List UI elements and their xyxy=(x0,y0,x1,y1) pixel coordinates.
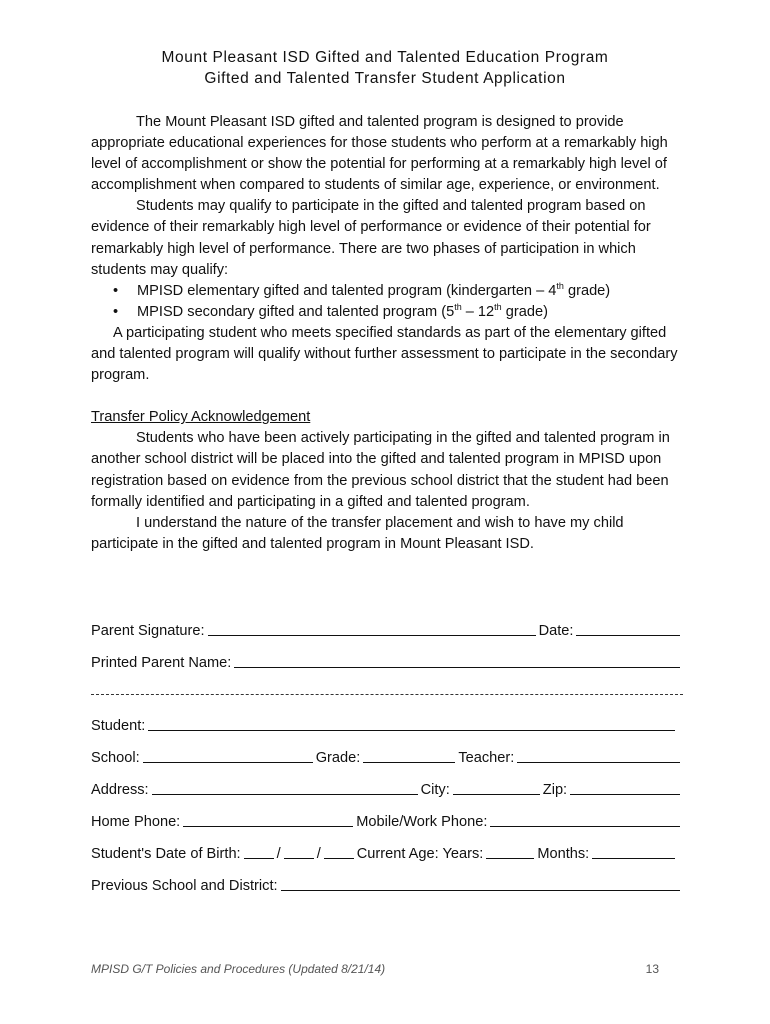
parent-signature-label: Parent Signature: xyxy=(91,623,205,639)
student-label: Student: xyxy=(91,718,146,734)
bullet-1-end: grade) xyxy=(563,282,611,299)
date-label: Date: xyxy=(538,623,574,639)
teacher-field[interactable] xyxy=(517,748,680,763)
dob-month-field[interactable] xyxy=(244,844,274,859)
dob-slash: / xyxy=(316,846,321,862)
list-item xyxy=(113,281,685,302)
home-phone-field[interactable] xyxy=(183,812,353,827)
address-label: Address: xyxy=(91,782,149,798)
transfer-paragraph-2: I understand the nature of the transfer placement and wish to have my child participate in the gifted and talented program in Mount Pleasant ISD. xyxy=(91,514,624,552)
bullet-2-text: MPISD secondary gifted and talented program (5 xyxy=(137,303,455,320)
age-years-field[interactable] xyxy=(486,844,534,859)
zip-field[interactable] xyxy=(570,780,680,795)
dob-slash: / xyxy=(276,846,281,862)
current-age-label: Current Age: Years: xyxy=(356,846,484,862)
dob-year-field[interactable] xyxy=(324,844,354,859)
address-row xyxy=(91,780,683,798)
page-footer xyxy=(91,962,659,976)
intro-paragraph-2: Students may qualify to participate in the gifted and talented program based on evidence of their remarkably high level of performance or evidence of their potential for remarkably high level of performance. There are two phases of participation in which students may qualify: xyxy=(91,198,651,278)
divider xyxy=(91,694,683,695)
printed-name-row xyxy=(91,653,683,671)
list-item xyxy=(113,302,685,323)
page-number: 13 xyxy=(645,962,659,976)
document-subtitle: Gifted and Talented Transfer Student Application xyxy=(204,70,566,87)
student-field[interactable] xyxy=(148,716,675,731)
intro-paragraph-3: A participating student who meets specified standards as part of the elementary gifted and talented program will qualify without further assessment to participate in the secondary program. xyxy=(91,324,678,384)
phase-list xyxy=(91,281,685,323)
grade-label: Grade: xyxy=(315,750,361,766)
birth-row xyxy=(91,844,683,862)
intro-paragraph-1: The Mount Pleasant ISD gifted and talented program is designed to provide appropriate educational experiences for those students who perform at a remarkably high level of accomplishment or show the potential for performing at a remarkably high level of accomplishment when compared to students of similar age, experience, or environment. xyxy=(91,114,668,194)
bullet-icon: • xyxy=(113,303,119,320)
home-phone-label: Home Phone: xyxy=(91,814,181,830)
transfer-heading: Transfer Policy Acknowledgement xyxy=(91,409,311,426)
bullet-2-sup-1: th xyxy=(454,301,462,312)
previous-school-label: Previous School and District: xyxy=(91,878,278,894)
bullet-2-mid: – 12 xyxy=(461,303,495,320)
address-field[interactable] xyxy=(152,780,418,795)
bullet-1-text: MPISD elementary gifted and talented program (kindergarten – 4 xyxy=(137,282,557,299)
city-field[interactable] xyxy=(453,780,540,795)
teacher-label: Teacher: xyxy=(458,750,515,766)
transfer-paragraph-1: Students who have been actively participating in the gifted and talented program in another school district will be placed into the gifted and talented program in MPISD upon registration based on evidence from the previous school district that the student had been formally identified and participating in a gifted and talented program. xyxy=(91,430,670,510)
mobile-work-phone-label: Mobile/Work Phone: xyxy=(356,814,488,830)
bullet-2-sup-2: th xyxy=(494,301,502,312)
dob-label: Student's Date of Birth: xyxy=(91,846,241,862)
previous-school-row xyxy=(91,876,683,894)
months-label: Months: xyxy=(537,846,590,862)
dob-day-field[interactable] xyxy=(284,844,314,859)
parent-signature-field[interactable] xyxy=(208,621,536,636)
phone-row xyxy=(91,812,683,830)
school-row xyxy=(91,748,683,766)
mobile-work-phone-field[interactable] xyxy=(490,812,680,827)
student-row xyxy=(91,716,683,734)
printed-parent-name-label: Printed Parent Name: xyxy=(91,655,232,671)
date-field[interactable] xyxy=(576,621,680,636)
bullet-1-sup: th xyxy=(556,280,564,291)
previous-school-field[interactable] xyxy=(281,876,680,891)
footer-text: MPISD G/T Policies and Procedures (Updated 8/21/14) xyxy=(91,962,386,976)
body-content xyxy=(91,112,685,555)
parent-signature-row xyxy=(91,621,683,639)
age-months-field[interactable] xyxy=(592,844,675,859)
school-label: School: xyxy=(91,750,140,766)
document-title: Mount Pleasant ISD Gifted and Talented Education Program xyxy=(161,49,609,66)
bullet-icon: • xyxy=(113,282,119,299)
bullet-2-end: grade) xyxy=(501,303,548,320)
zip-label: Zip: xyxy=(542,782,568,798)
school-field[interactable] xyxy=(143,748,313,763)
city-label: City: xyxy=(420,782,450,798)
printed-parent-name-field[interactable] xyxy=(234,653,680,668)
grade-field[interactable] xyxy=(363,748,455,763)
